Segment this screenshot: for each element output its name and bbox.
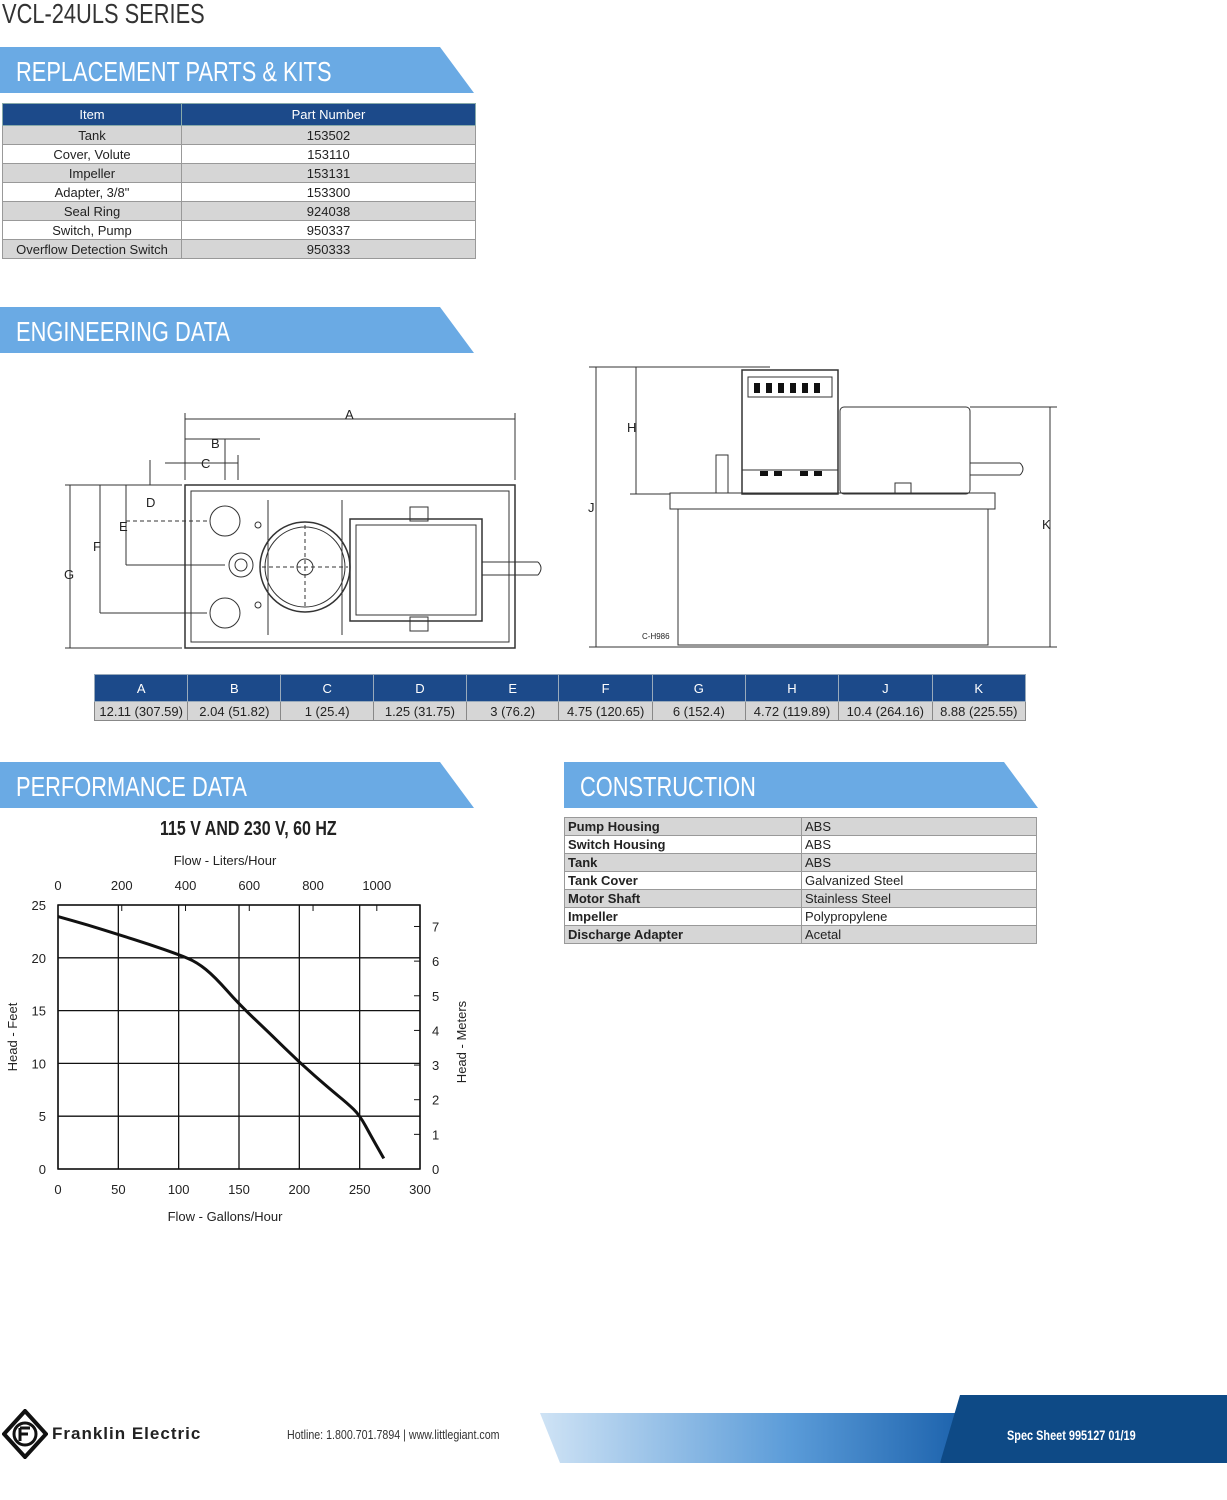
x2-tick-label: 1000 [362,878,392,893]
dim-value: 12.11 (307.59) [95,702,188,721]
performance-data-banner [0,762,474,808]
table-row [565,926,1037,944]
part-number: 950337 [182,221,476,240]
y-tick-label: 0 [38,1162,46,1177]
performance-chart-title: 115 V AND 230 V, 60 HZ [160,818,337,840]
dim-header: G [652,675,745,702]
part-item: Adapter, 3/8" [3,183,182,202]
dim-label-j: J [588,500,595,515]
dim-header: A [95,675,188,702]
component-material: Acetal [802,926,1037,944]
table-row [565,818,1037,836]
dim-value: 4.72 (119.89) [745,702,838,721]
parts-header-item: Item [3,104,182,126]
part-number: 153300 [182,183,476,202]
table-row [3,240,476,259]
franklin-electric-logo-icon [2,1409,48,1459]
dim-value: 1 (25.4) [281,702,374,721]
x-tick-label: 200 [288,1182,311,1197]
y2-axis-label: Head - Meters [454,1000,469,1084]
component-material: ABS [802,854,1037,872]
x2-tick-label: 600 [238,878,261,893]
y-axis-label: Head - Feet [5,1002,20,1072]
part-item: Seal Ring [3,202,182,221]
parts-table [2,103,476,259]
performance-data-heading: PERFORMANCE DATA [16,771,247,802]
replacement-parts-heading: REPLACEMENT PARTS & KITS [16,56,332,87]
part-item: Cover, Volute [3,145,182,164]
dimension-table [94,674,1026,721]
dim-value: 2.04 (51.82) [188,702,281,721]
y-tick-label: 10 [31,1056,46,1072]
component-name: Switch Housing [565,836,802,854]
component-name: Tank Cover [565,872,802,890]
x2-tick-label: 0 [54,878,62,893]
component-material: Galvanized Steel [802,872,1037,890]
table-row [565,908,1037,926]
dim-value: 4.75 (120.65) [559,702,652,721]
dim-label-a: A [345,407,354,422]
dim-value: 8.88 (225.55) [932,702,1025,721]
contact-info: Hotline: 1.800.701.7894 | www.littlegiant.com [287,1427,500,1442]
dim-value: 6 (152.4) [652,702,745,721]
table-row [3,221,476,240]
part-item: Impeller [3,164,182,183]
y-tick-label: 20 [31,950,46,966]
component-name: Tank [565,854,802,872]
dim-header: K [932,675,1025,702]
x2-tick-label: 200 [110,878,133,893]
dim-label-b: B [211,436,220,451]
chart-grid [58,905,420,1169]
component-name: Impeller [565,908,802,926]
part-item: Tank [3,126,182,145]
component-material: ABS [802,836,1037,854]
y2-tick-label: 4 [432,1023,440,1039]
dim-header: F [559,675,652,702]
dim-label-d: D [146,495,156,510]
pump-curve-line [58,917,384,1159]
table-row [3,126,476,145]
x2-tick-label: 400 [174,878,197,893]
component-material: ABS [802,818,1037,836]
y-tick-label: 15 [31,1003,46,1019]
y-tick-label: 5 [38,1109,46,1125]
x-tick-label: 300 [409,1182,431,1197]
x-tick-label: 100 [167,1182,190,1197]
spec-sheet-number: Spec Sheet 995127 01/19 [1007,1427,1136,1443]
table-row [3,183,476,202]
dim-label-f: F [93,539,101,554]
dim-header: H [745,675,838,702]
dim-label-c: C [201,456,211,471]
x2-axis-label: Flow - Liters/Hour [173,853,277,868]
dim-value: 3 (76.2) [466,702,559,721]
part-number: 950333 [182,240,476,259]
part-number: 153131 [182,164,476,183]
table-row [565,890,1037,908]
y2-tick-label: 6 [432,954,440,970]
component-name: Motor Shaft [565,890,802,908]
component-material: Polypropylene [802,908,1037,926]
y2-tick-label: 7 [432,919,440,935]
dim-label-e: E [119,519,128,534]
part-item: Overflow Detection Switch [3,240,182,259]
engineering-data-heading: ENGINEERING DATA [16,316,230,347]
y2-tick-label: 1 [432,1127,440,1143]
performance-chart [0,845,480,1230]
series-title: VCL-24ULS SERIES [2,0,205,29]
table-row [3,164,476,183]
parts-header-part-number: Part Number [182,104,476,126]
x-tick-label: 0 [54,1182,62,1197]
dim-label-h: H [627,420,637,435]
dim-header: D [373,675,466,702]
table-row [95,702,1026,721]
dim-label-g: G [64,567,75,582]
table-row [3,202,476,221]
replacement-parts-banner [0,47,474,93]
construction-table [564,817,1037,944]
x-axis-label: Flow - Gallons/Hour [167,1209,283,1224]
dim-header: J [839,675,932,702]
part-number: 153110 [182,145,476,164]
y2-tick-label: 0 [432,1162,440,1177]
brand-name: Franklin Electric [52,1424,202,1443]
y-tick-label: 25 [31,898,46,913]
component-name: Pump Housing [565,818,802,836]
dim-header: B [188,675,281,702]
x-tick-label: 50 [111,1182,126,1197]
part-item: Switch, Pump [3,221,182,240]
drawing-code: C-H986 [642,632,670,641]
y2-tick-label: 3 [432,1058,440,1074]
x-tick-label: 150 [228,1182,250,1197]
table-row [565,836,1037,854]
dim-value: 1.25 (31.75) [373,702,466,721]
y2-tick-label: 5 [432,988,440,1004]
construction-heading: CONSTRUCTION [580,771,756,802]
table-row [3,145,476,164]
dim-header: E [466,675,559,702]
table-row [565,854,1037,872]
part-number: 153502 [182,126,476,145]
construction-banner [564,762,1038,808]
dim-header: C [281,675,374,702]
y2-tick-label: 2 [432,1092,440,1108]
table-row [565,872,1037,890]
component-material: Stainless Steel [802,890,1037,908]
dim-label-k: K [1042,517,1051,532]
x2-tick-label: 800 [302,878,324,893]
dim-value: 10.4 (264.16) [839,702,932,721]
pump-dimension-drawing [0,355,1100,665]
part-number: 924038 [182,202,476,221]
component-name: Discharge Adapter [565,926,802,944]
engineering-data-banner [0,307,474,353]
x-tick-label: 250 [348,1182,371,1197]
